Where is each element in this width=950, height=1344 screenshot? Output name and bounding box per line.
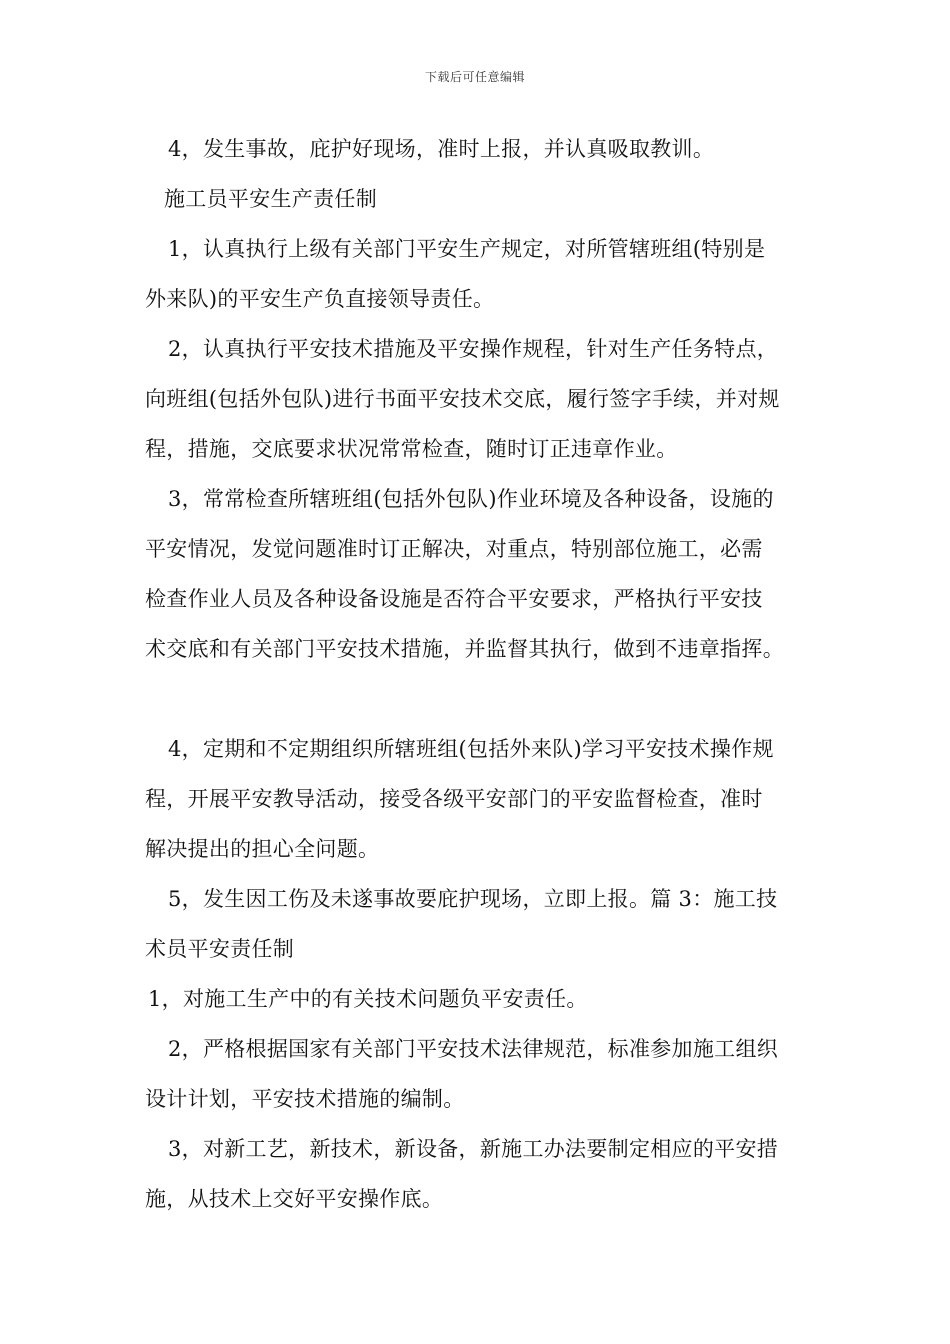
paragraph-line: 5，发生因工伤及未遂事故要庇护现场，立即上报。篇 3：施工技	[168, 887, 778, 911]
paragraph-line: 1，认真执行上级有关部门平安生产规定，对所管辖班组(特别是	[168, 237, 766, 261]
paragraph-line: 1，对施工生产中的有关技术问题负平安责任。	[148, 987, 588, 1011]
paragraph-line: 术交底和有关部门平安技术措施，并监督其执行，做到不违章指挥。	[145, 637, 784, 661]
paragraph-line: 3，对新工艺，新技术，新设备，新施工办法要制定相应的平安措	[168, 1137, 779, 1161]
paragraph-line: 向班组(包括外包队)进行书面平安技术交底，履行签字手续，并对规	[145, 387, 780, 411]
paragraph-line: 解决提出的担心全问题。	[145, 837, 380, 861]
section-heading: 施工员平安生产责任制	[164, 187, 377, 211]
paragraph-line: 术员平安责任制	[145, 937, 295, 961]
paragraph-line: 2，认真执行平安技术措施及平安操作规程，针对生产任务特点，	[168, 337, 779, 361]
paragraph-line: 外来队)的平安生产负直接领导责任。	[145, 287, 495, 311]
paragraph-line: 2，严格根据国家有关部门平安技术法律规范，标准参加施工组织	[168, 1037, 779, 1061]
paragraph-line: 检查作业人员及各种设备设施是否符合平安要求，严格执行平安技	[145, 587, 763, 611]
paragraph-line: 4，定期和不定期组织所辖班组(包括外来队)学习平安技术操作规	[168, 737, 774, 761]
paragraph-line: 3，常常检查所辖班组(包括外包队)作业环境及各种设备，设施的	[168, 487, 774, 511]
paragraph-line: 程，措施，交底要求状况常常检查，随时订正违章作业。	[145, 437, 678, 461]
paragraph-line: 程，开展平安教导活动，接受各级平安部门的平安监督检查，准时	[145, 787, 763, 811]
paragraph-line: 4，发生事故，庇护好现场，准时上报，并认真吸取教训。	[168, 137, 715, 161]
page-header: 下载后可任意编辑	[424, 70, 525, 84]
paragraph-line: 施，从技术上交好平安操作底。	[145, 1187, 444, 1211]
paragraph-line: 设计计划，平安技术措施的编制。	[145, 1087, 465, 1111]
paragraph-line: 平安情况，发觉问题准时订正解决，对重点，特别部位施工，必需	[145, 537, 763, 561]
